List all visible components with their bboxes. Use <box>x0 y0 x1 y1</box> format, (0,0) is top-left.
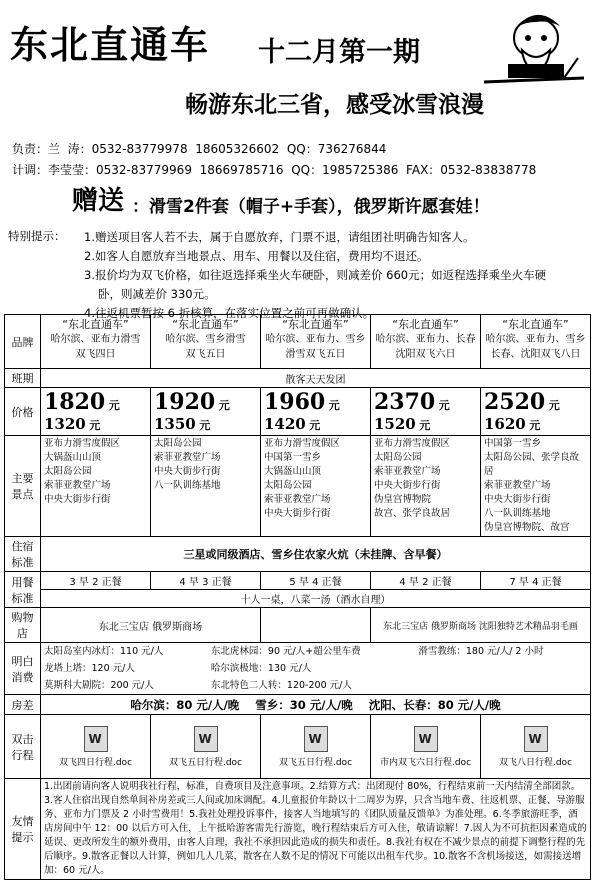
row-label: 班期 <box>5 369 41 388</box>
contact-planner: 计调：李莹莹：0532-83779969 18669785716 QQ：1985725386 FAX：0532-83838778 <box>12 163 537 177</box>
spots-cell: 亚布力滑雪度假区 中国第一雪乡 大锅盔山山顶 太阳岛公园 索菲亚教堂广场 中央大街步行街 <box>261 436 371 537</box>
gift-text: ：滑雪2件套（帽子+手套），俄罗斯许愿套娃！ <box>132 197 490 217</box>
meal-cell: 3 早 2 正餐 <box>41 572 151 590</box>
row-label: 双击行程 <box>5 715 41 779</box>
word-doc-icon: W <box>84 726 108 752</box>
row-label: 住宿标准 <box>5 537 41 572</box>
itinerary-file[interactable]: W 市内双飞六日行程.doc <box>371 715 481 779</box>
price-cell: 2370 元 1520 元 <box>371 388 481 436</box>
itinerary-file[interactable]: W 双飞五日行程.doc <box>151 715 261 779</box>
header <box>0 0 595 185</box>
row-label: 房差 <box>5 695 41 715</box>
meal-cell: 4 早 3 正餐 <box>151 572 261 590</box>
meal-cell: 7 早 4 正餐 <box>481 572 591 590</box>
price-cell: 2520 元 1620 元 <box>481 388 591 436</box>
room-text: 哈尔滨：80 元/人/晚 雪乡：30 元/人/晚 沈阳、长春：80 元/人/晚 <box>41 695 591 715</box>
tips-label: 特别提示： <box>8 229 66 243</box>
tip-item: 2.如客人自愿放弃当地景点、用车、用餐以及住宿，费用均不退还。 <box>84 249 429 263</box>
spots-cell: 亚布力滑雪度假区 太阳岛公园 索菲亚教堂广场 中央大街步行街 伪皇宫博物院 故宫、张学良故居 <box>371 436 481 537</box>
product-cell: “东北直通车” 哈尔滨、亚布力、雪乡 长春、沈阳双飞八日 <box>481 315 591 369</box>
row-label: 用餐标准 <box>5 572 41 608</box>
product-cell: “东北直通车” 哈尔滨、亚布力、长春 沈阳双飞六日 <box>371 315 481 369</box>
row-label: 主要景点 <box>5 436 41 537</box>
hotel-text: 三星或同级酒店、雪乡住农家火炕（未挂牌、含早餐） <box>41 537 591 572</box>
itinerary-file[interactable]: W 双飞八日行程.doc <box>481 715 591 779</box>
product-cell: “东北直通车” 哈尔滨、亚布力、雪乡 滑雪双飞五日 <box>261 315 371 369</box>
tip-item: 4.往返机票暂按 6 折核算，在落实位置之前可再做确认。 <box>84 306 375 320</box>
notes-text: 1.出团前请向客人说明我社行程，标准，自费项目及注意事项。2.结算方式：出团现付 80%，行程结束前一天内结清全部团款。3.客人住宿出现自然单间补房差或三人间或加床调配。4.儿童报价年龄以十二周岁为界，只含当地车费、往返机票、正餐、导游服务、亚布力门票及 2 小时雪费用！5.我社处理投诉事件，接客人当地填写的《团队质量反馈单》为准处理。6.冬季旅游旺季，酒店房间中午 12：00 以后方可入住，上午抵哈游客需先行游览，晚行程结束后方可入住，敬请谅解！7.因人为不可抗拒因素造成的延误、更改所发生的额外费用，由客人自理，我社不承担因此造成的损失和责任。8.我社有权在不减少景点的前提下调整行程的先后顺序。9.散客正餐以人计算，例如几人几菜，散客在人数不足的情况下可能以出租车代步。10.散客不含机场接送，如需接送增加：60 元/人。 <box>41 779 591 880</box>
shop-text: 东北三宝店 俄罗斯商场 <box>41 608 261 643</box>
brand-title: 东北直通车 <box>10 22 211 67</box>
word-doc-icon: W <box>304 726 328 752</box>
shop-empty <box>261 608 371 643</box>
price-cell: 1960 元 1420 元 <box>261 388 371 436</box>
row-label: 品牌 <box>5 315 41 369</box>
price-cell: 1820 元 1320 元 <box>41 388 151 436</box>
word-doc-icon: W <box>194 726 218 752</box>
itinerary-file[interactable]: W 双飞四日行程.doc <box>41 715 151 779</box>
product-table <box>4 314 591 880</box>
tip-item: 卧，则减差价 330元。 <box>98 287 216 301</box>
word-doc-icon: W <box>414 726 438 752</box>
meal-standard: 十人一桌，八菜一汤（酒水自理） <box>41 590 591 608</box>
expense-grid: 太阳岛室内冰灯：110 元/人 东北虎林园：90 元/人+超公里车费 滑雪教练：180 元/人/ 2 小时 龙塔上塔：120 元/人 哈尔滨极地：130 元/人 莫斯科大剧院：200 元/人 东北特色二人转：120-200 元/人 <box>44 646 544 691</box>
schedule-text: 散客天天发团 <box>41 369 591 388</box>
spots-cell: 亚布力滑雪度假区 大锅盔山山顶 太阳岛公园 索菲亚教堂广场 中央大街步行街 <box>41 436 151 537</box>
shop-text: 东北三宝店 俄罗斯商场 沈阳独特艺术精品羽毛画 <box>371 608 591 643</box>
row-label: 明白消费 <box>5 643 41 695</box>
skiing-santa-icon <box>478 8 590 90</box>
tip-item: 1.赠送项目客人若不去，属于自愿放弃，门票不退，请组团社明确告知客人。 <box>84 230 475 244</box>
spots-cell: 中国第一雪乡 太阳岛公园、张学良故居 索菲亚教堂广场 中央大街步行街 八一队训练基地 伪皇宫博物院、故宫 <box>481 436 591 537</box>
row-label: 购物店 <box>5 608 41 643</box>
product-cell: “东北直通车” 哈尔滨、亚布力滑雪 双飞四日 <box>41 315 151 369</box>
meal-cell: 5 早 4 正餐 <box>261 572 371 590</box>
issue-title: 十二月第一期 <box>258 37 420 68</box>
expense-cell <box>41 643 591 695</box>
row-label: 价格 <box>5 388 41 436</box>
itinerary-file[interactable]: W 双飞五日行程.doc <box>261 715 371 779</box>
gift-title: 赠送 <box>72 186 125 216</box>
tip-item: 3.报价均为双飞价格，如往返选择乘坐火车硬卧，则减差价 660元；如返程选择乘坐火车硬 <box>84 268 547 282</box>
row-label: 友情提示 <box>5 779 41 880</box>
meal-cell: 4 早 2 正餐 <box>371 572 481 590</box>
word-doc-icon: W <box>524 726 548 752</box>
price-cell: 1920 元 1350 元 <box>151 388 261 436</box>
spots-cell: 太阳岛公园 索菲亚教堂广场 中央大街步行街 八一队训练基地 <box>151 436 261 537</box>
contact-manager: 负责：兰 涛：0532-83779978 18605326602 QQ：736276844 <box>12 142 387 156</box>
slogan: 畅游东北三省，感受冰雪浪漫 <box>185 92 484 118</box>
product-cell: “东北直通车” 哈尔滨、雪乡滑雪 双飞五日 <box>151 315 261 369</box>
